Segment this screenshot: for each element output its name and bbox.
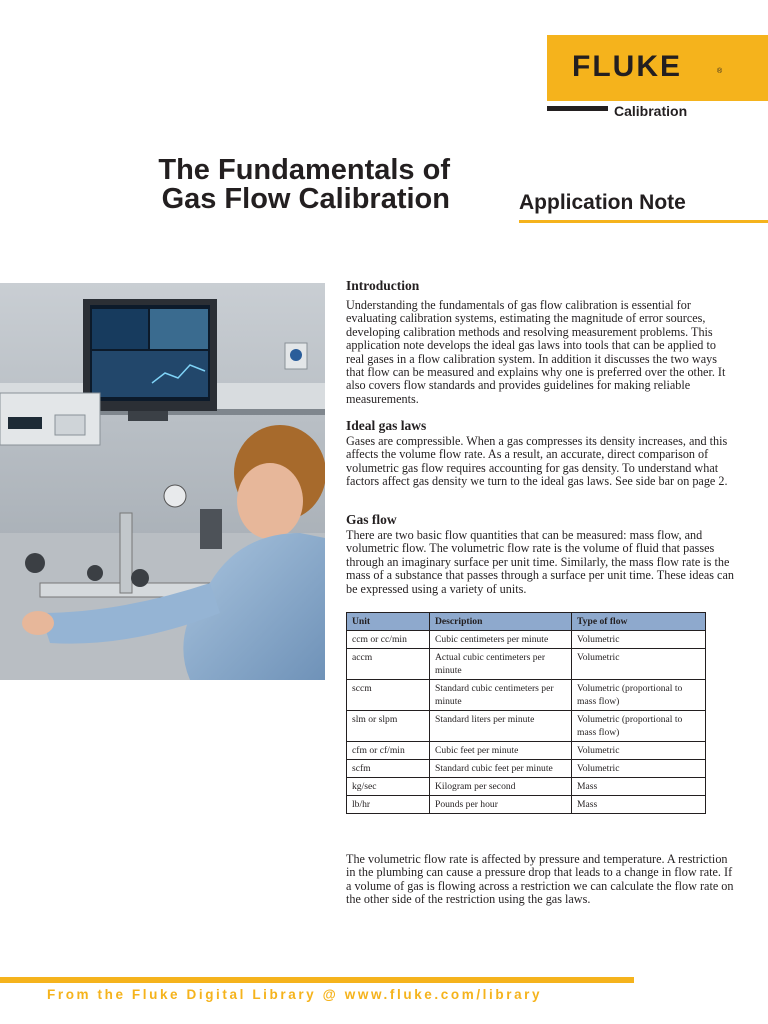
introduction-heading: Introduction [346, 278, 420, 293]
closing-section [346, 853, 736, 907]
table-row [347, 649, 706, 680]
cell-type-of-flow: Mass [572, 796, 706, 814]
brand-subtitle: Calibration [614, 103, 688, 119]
cell-description: Pounds per hour [430, 796, 572, 814]
ideal-gas-laws-heading: Ideal gas laws [346, 418, 427, 433]
lab-photo [0, 283, 325, 680]
table-row [347, 711, 706, 742]
column-header-unit: Unit [347, 613, 430, 631]
table-row [347, 680, 706, 711]
document-type-rule [519, 220, 768, 223]
brand-wordmark: FLUKE [572, 50, 682, 83]
table-row [347, 796, 706, 814]
cell-type-of-flow: Mass [572, 778, 706, 796]
cell-unit: cfm or cf/min [347, 742, 430, 760]
cell-type-of-flow: Volumetric [572, 760, 706, 778]
table-row [347, 778, 706, 796]
table-row [347, 631, 706, 649]
cell-description: Kilogram per second [430, 778, 572, 796]
ideal-gas-laws-section [346, 417, 736, 489]
cell-description: Cubic feet per minute [430, 742, 572, 760]
gas-flow-section [346, 511, 736, 596]
introduction-section [346, 277, 736, 406]
cell-description: Standard liters per minute [430, 711, 572, 742]
table-row [347, 742, 706, 760]
cell-unit: scfm [347, 760, 430, 778]
cell-unit: sccm [347, 680, 430, 711]
cell-type-of-flow: Volumetric [572, 649, 706, 680]
cell-description: Cubic centimeters per minute [430, 631, 572, 649]
title-line-1: The Fundamentals of [158, 154, 450, 186]
gas-flow-heading: Gas flow [346, 512, 397, 527]
registered-mark: ® [717, 68, 723, 75]
ideal-gas-laws-text: Gases are compressible. When a gas compresses its density increases, and this affects the volume flow rate. As a result, an accurate, direct comparison of volumetric gas flow requires accounting for gas density. To understand what factors affect gas density we turn to the ideal gas laws. See side bar on page 2. [346, 434, 728, 489]
cell-description: Standard cubic centimeters per minute [430, 680, 572, 711]
title-line-2: Gas Flow Calibration [161, 183, 450, 215]
column-header-type-of-flow: Type of flow [572, 613, 706, 631]
introduction-text: Understanding the fundamentals of gas flow calibration is essential for evaluating calibration systems, estimating the magnitude of error sources, developing calibration methods and resolving measurement problems. This application note develops the ideal gas laws into tools that can be applied to real gases in a flow calibration system. In addition it discusses the two ways that flow can be measured and explains why one is preferred over the other. It also covers flow standards and provides guidelines for making reliable measurements. [346, 298, 726, 406]
document-title [60, 156, 450, 214]
closing-text: The volumetric flow rate is affected by pressure and temperature. A restriction in the plumbing can cause a pressure drop that leads to a change in flow rate. If a volume of gas is flowing across a restriction we can calculate the flow rate on the other side of the restriction using the gas laws. [346, 852, 734, 907]
cell-unit: lb/hr [347, 796, 430, 814]
cell-unit: accm [347, 649, 430, 680]
cell-unit: slm or slpm [347, 711, 430, 742]
footer-rule [0, 977, 634, 983]
cell-type-of-flow: Volumetric (proportional to mass flow) [572, 680, 706, 711]
footer-library-link[interactable]: From the Fluke Digital Library @ www.fluke.com/library [47, 987, 543, 1002]
brand-rule [547, 106, 608, 111]
document-type: Application Note [519, 191, 686, 214]
cell-unit: kg/sec [347, 778, 430, 796]
cell-description: Actual cubic centimeters per minute [430, 649, 572, 680]
cell-description: Standard cubic feet per minute [430, 760, 572, 778]
gas-flow-text: There are two basic flow quantities that can be measured: mass flow, and volumetric flow. The volumetric flow rate is the volume of fluid that passes through an imaginary surface per unit time. Similarly, the mass flow rate is the mass of a substance that passes through a surface per unit time. These ideas can be expressed using a variety of units. [346, 528, 734, 596]
cell-type-of-flow: Volumetric [572, 631, 706, 649]
cell-unit: ccm or cc/min [347, 631, 430, 649]
flow-units-table [346, 612, 706, 814]
column-header-description: Description [430, 613, 572, 631]
table-row [347, 760, 706, 778]
cell-type-of-flow: Volumetric (proportional to mass flow) [572, 711, 706, 742]
cell-type-of-flow: Volumetric [572, 742, 706, 760]
table-header-row [347, 613, 706, 631]
